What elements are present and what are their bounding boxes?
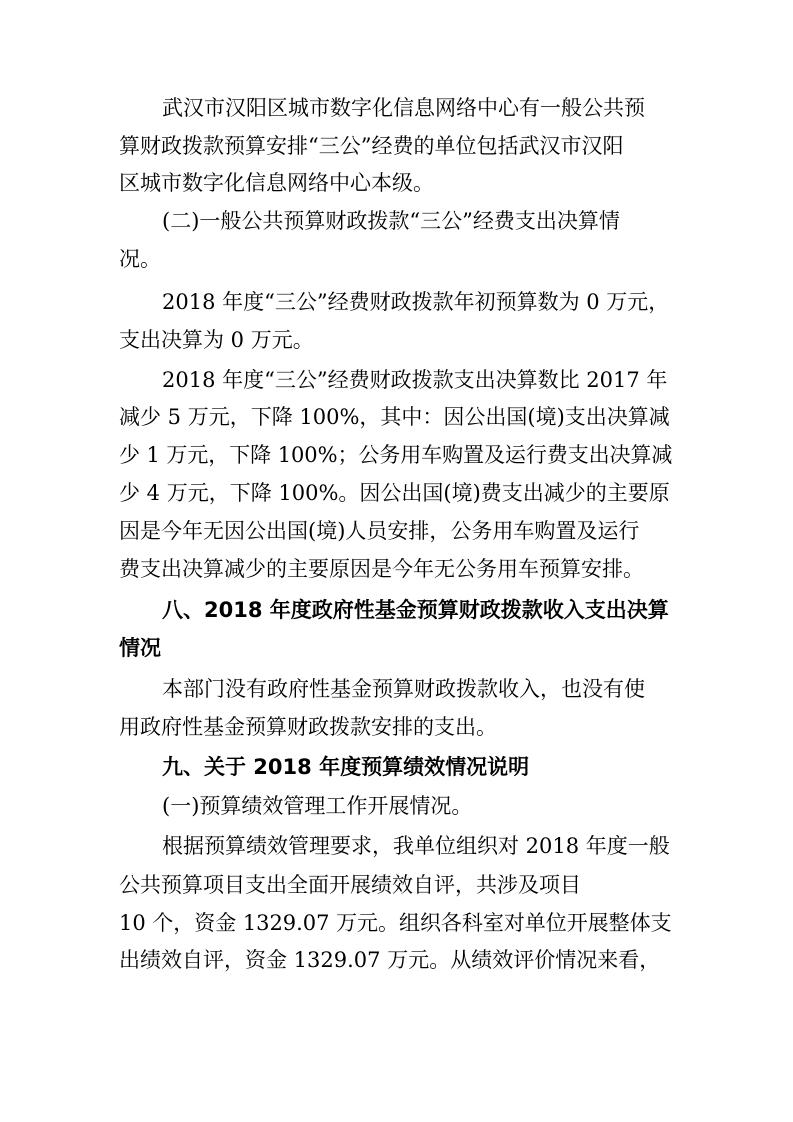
- subsection-heading-line: (二)一般公共预算财政拨款“三公”经费支出决算情: [162, 209, 620, 233]
- paragraph-line: 公共预算项目支出全面开展绩效自评，共涉及项目: [119, 873, 581, 897]
- paragraph-line: 减少 5 万元，下降 100%，其中：因公出国(境)支出决算减: [119, 405, 670, 429]
- paragraph-line: 2018 年度“三公”经费财政拨款支出决算数比 2017 年: [162, 368, 668, 392]
- paragraph-line: 10 个，资金 1329.07 万元。组织各科室对单位开展整体支: [119, 911, 672, 935]
- subsection-heading-line: (一)预算绩效管理工作开展情况。: [162, 794, 473, 818]
- paragraph-line: 2018 年度“三公”经费财政拨款年初预算数为 0 万元，: [162, 290, 670, 314]
- paragraph-line: 本部门没有政府性基金预算财政拨款收入，也没有使: [162, 677, 645, 701]
- paragraph-line: 区城市数字化信息网络中心本级。: [119, 171, 434, 195]
- paragraph-line: 费支出决算减少的主要原因是今年无公务用车预算安排。: [119, 557, 644, 581]
- section-heading-line: 九、关于 2018 年度预算绩效情况说明: [162, 755, 530, 779]
- paragraph-line: 支出决算为 0 万元。: [119, 328, 314, 352]
- subsection-heading-line: 况。: [119, 247, 161, 271]
- paragraph-line: 少 1 万元，下降 100%；公务用车购置及运行费支出决算减: [119, 443, 673, 467]
- paragraph-line: 根据预算绩效管理要求，我单位组织对 2018 年度一般: [162, 834, 670, 858]
- paragraph-line: 出绩效自评，资金 1329.07 万元。从绩效评价情况来看，: [119, 948, 661, 972]
- section-heading-line: 八、2018 年度政府性基金预算财政拨款收入支出决算: [162, 598, 669, 622]
- paragraph-line: 用政府性基金预算财政拨款安排的支出。: [119, 715, 497, 739]
- paragraph-line: 因是今年无因公出国(境)人员安排，公务用车购置及运行: [119, 519, 640, 543]
- section-heading-line: 情况: [119, 636, 161, 660]
- paragraph-line: 少 4 万元，下降 100%。因公出国(境)费支出减少的主要原: [119, 481, 670, 505]
- paragraph-line: 算财政拨款预算安排“三公”经费的单位包括武汉市汉阳: [119, 134, 624, 158]
- paragraph-line: 武汉市汉阳区城市数字化信息网络中心有一般公共预: [162, 96, 645, 120]
